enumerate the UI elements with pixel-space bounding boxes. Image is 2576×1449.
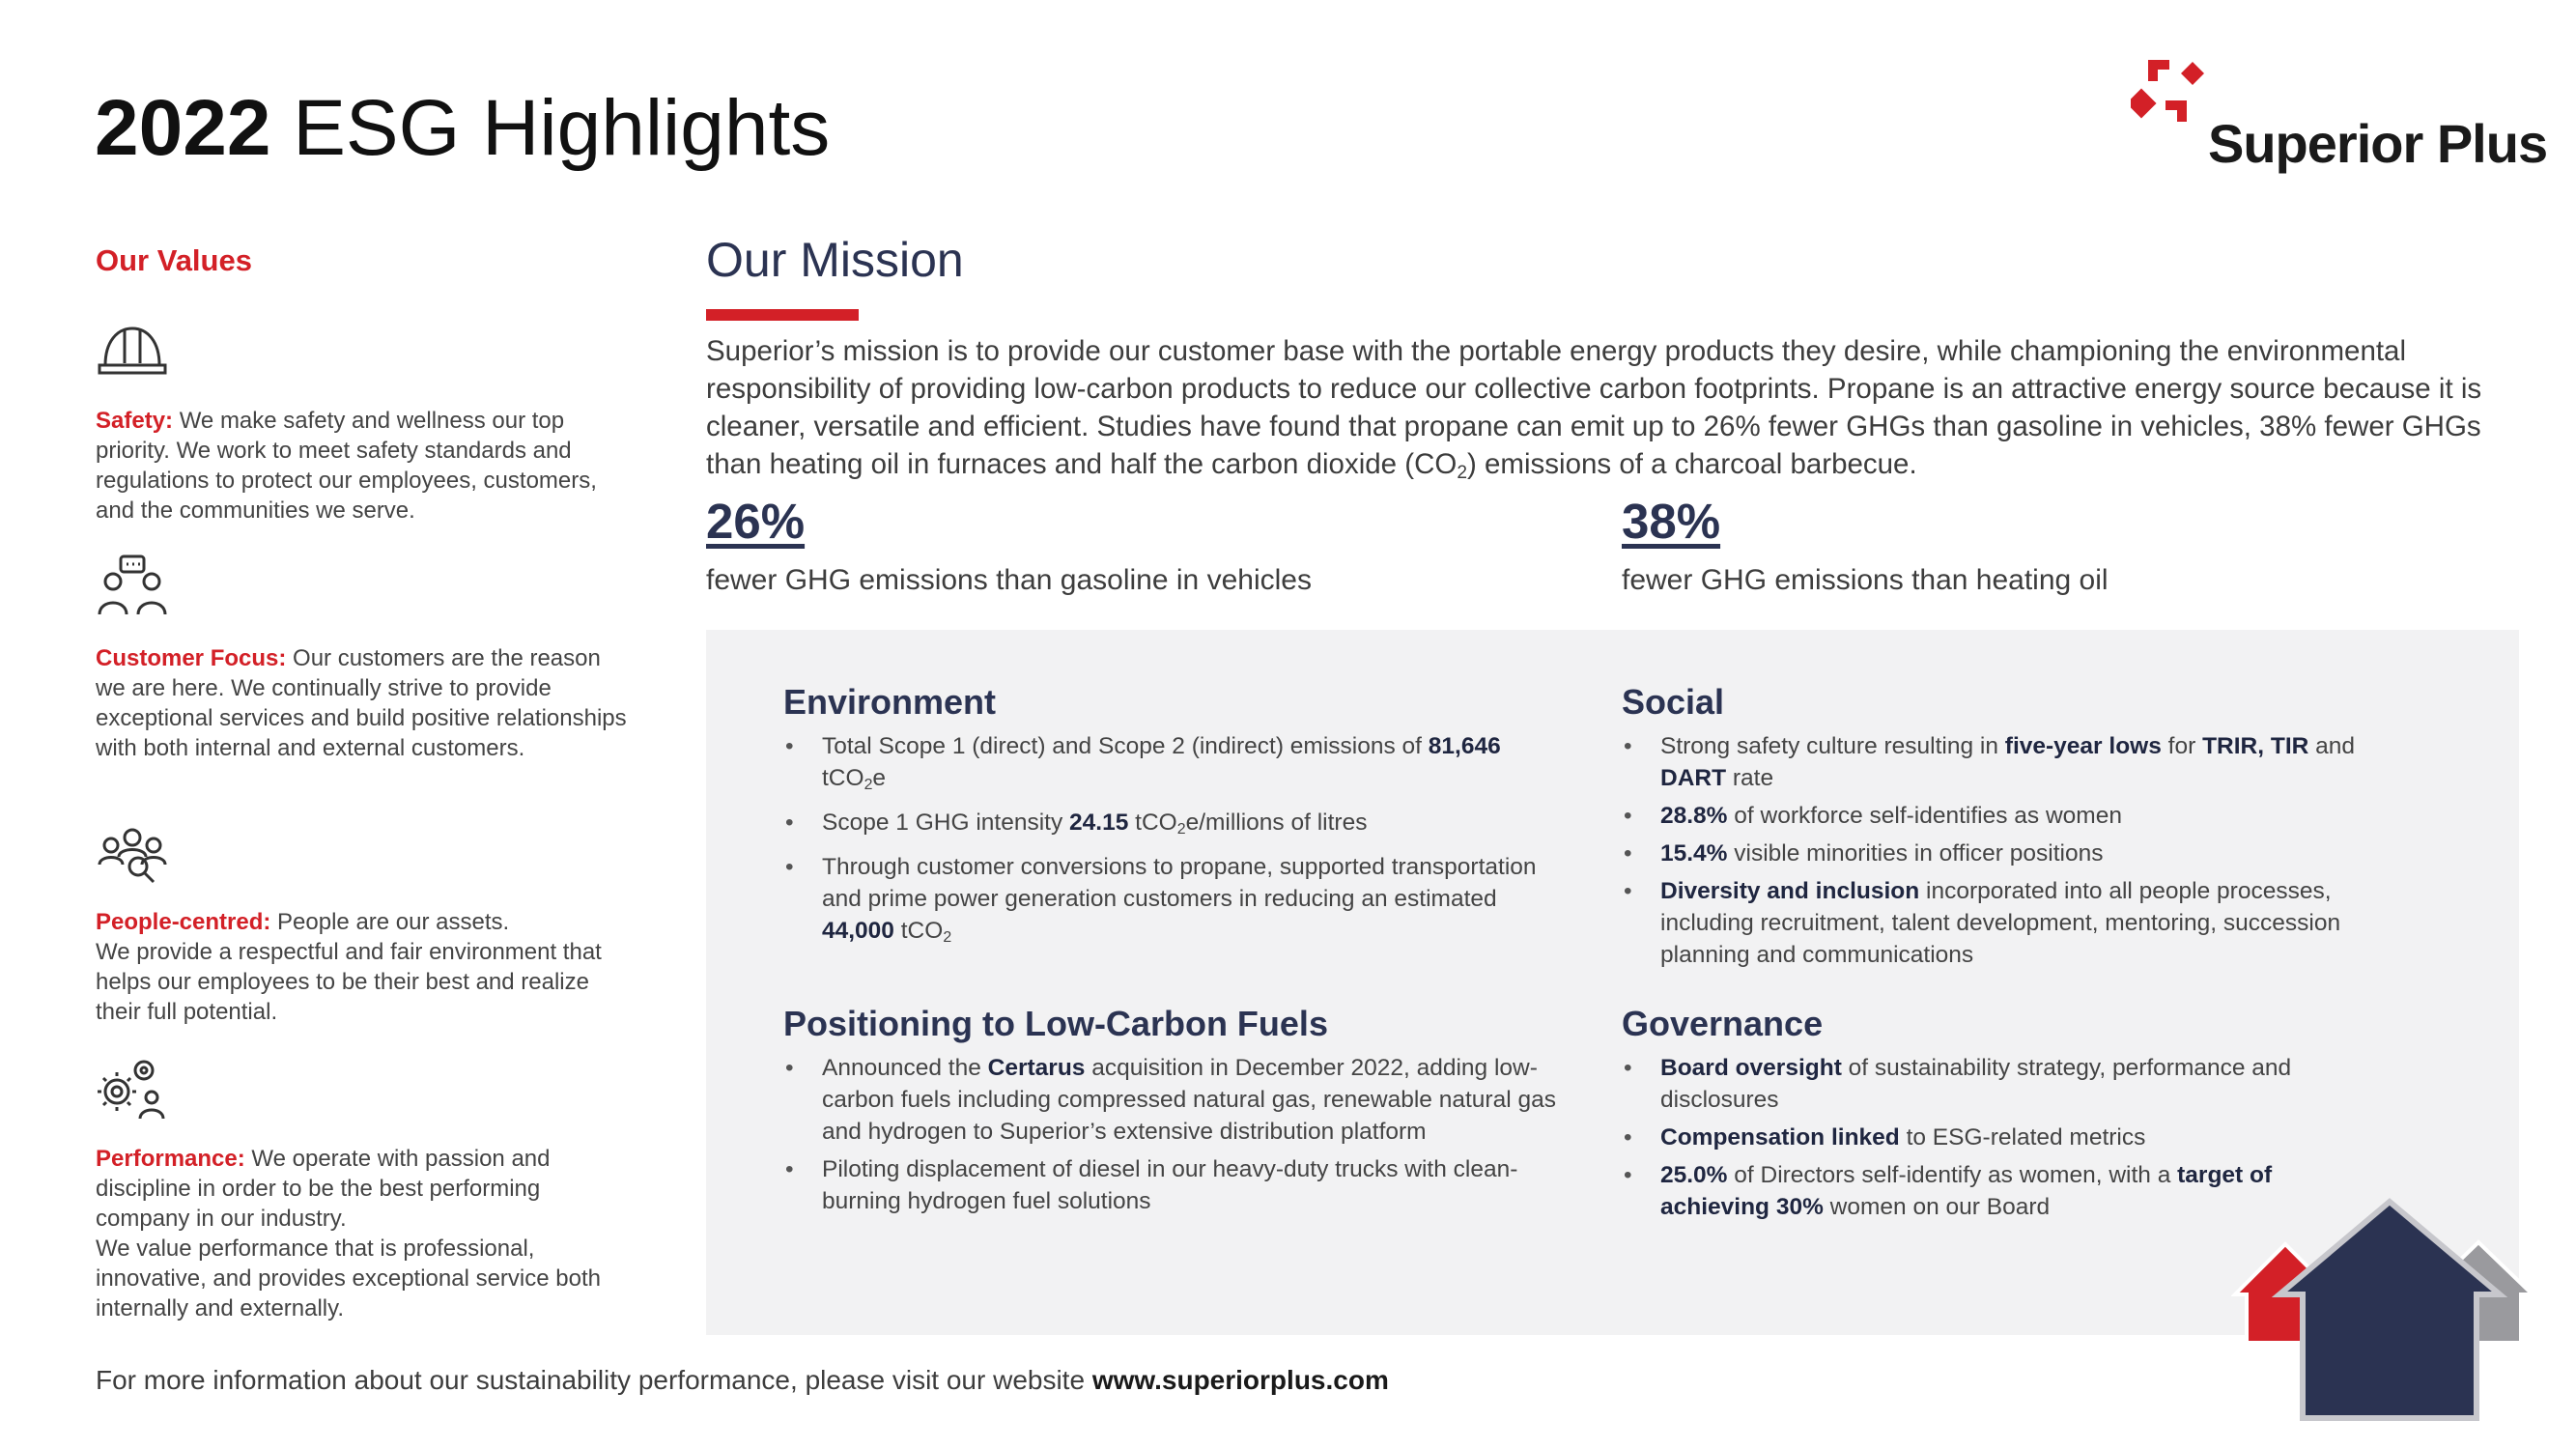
page-title bbox=[95, 84, 831, 172]
stat-value-gasoline: 26% bbox=[706, 494, 806, 549]
list-item: • Compensation linked to ESG-related metrics bbox=[1622, 1122, 2375, 1153]
people-conversation-icon bbox=[96, 553, 169, 620]
value-description: We operate with passion and discipline in order to be the best performing company in our industry. bbox=[96, 1146, 551, 1232]
value-performance bbox=[96, 1053, 637, 1323]
value-safety bbox=[96, 315, 637, 526]
list-item: • Total Scope 1 (direct) and Scope 2 (indirect) emissions of 81,646 tCO$_2$e bbox=[783, 730, 1556, 801]
value-name: Customer Focus: bbox=[96, 645, 287, 671]
list-item: • Board oversight of sustainability strategy, performance and disclosures bbox=[1622, 1052, 2375, 1116]
value-description: People are our assets. bbox=[277, 909, 510, 935]
section-title: Positioning to Low-Carbon Fuels bbox=[783, 1004, 1328, 1043]
hard-hat-icon bbox=[96, 315, 169, 383]
people-magnifier-icon bbox=[96, 816, 169, 884]
bullet-list bbox=[1622, 730, 2375, 971]
section-title: Social bbox=[1622, 682, 1725, 722]
list-item: • Announced the Certarus acquisition in December 2022, adding low-carbon fuels including compressed natural gas, renewable natural gas and hydrogen to Superior’s extensive distribution platform bbox=[783, 1052, 1556, 1148]
values-heading: Our Values bbox=[96, 243, 252, 277]
list-item: • 28.8% of workforce self-identifies as women bbox=[1622, 800, 2375, 832]
value-name: Safety: bbox=[96, 408, 174, 434]
value-name: Performance: bbox=[96, 1146, 245, 1172]
section-title: Environment bbox=[783, 682, 997, 722]
section-title: Governance bbox=[1622, 1004, 1824, 1043]
list-item: • 15.4% visible minorities in officer positions bbox=[1622, 838, 2375, 869]
section-positioning bbox=[783, 1004, 1556, 1223]
value-customer-focus bbox=[96, 553, 637, 763]
mission-statement: Superior’s mission is to provide our customer base with the portable energy products they desire, while championing the environmental responsibility of providing low-carbon products to reduce our collective carbon footprints. Propane is an attractive energy source because it is cleaner, versatile and efficient. Studies have found that propane can emit up to 26% fewer GHGs than gasoline in vehicles, 38% fewer GHGs than heating oil in furnaces and half the carbon dioxide $(CO_2)$ emissions of a charcoal barbecue. bbox=[706, 335, 2482, 483]
list-item: • 25.0% of Directors self-identify as women, with a target of achieving 30% women on our Board bbox=[1622, 1159, 2375, 1223]
value-description: Our customers are the reason we are here. We continually strive to provide exceptional services and build positive relationships with both internal and external customers. bbox=[96, 645, 627, 761]
value-description-2: We provide a respectful and fair environment that helps our employees to be their best and realize their full potential. bbox=[96, 939, 602, 1025]
stat-label-gasoline: fewer GHG emissions than gasoline in vehicles bbox=[706, 564, 1312, 596]
section-social bbox=[1622, 682, 2375, 977]
list-item: • Diversity and inclusion incorporated into all people processes, including recruitment, talent development, mentoring, succession planning and communications bbox=[1622, 875, 2375, 971]
bullet-list bbox=[783, 1052, 1556, 1217]
mission-heading: Our Mission bbox=[706, 233, 964, 287]
list-item: • Through customer conversions to propane, supported transportation and prime power generation customers in reducing an estimated 44,000 tCO$_2$ bbox=[783, 851, 1556, 953]
value-name: People-centred: bbox=[96, 909, 271, 935]
value-description: We make safety and wellness our top priority. We work to meet safety standards and regulations to protect our employees, customers, and the communities we serve. bbox=[96, 408, 597, 524]
title-text: ESG Highlights bbox=[293, 84, 831, 172]
website-link[interactable]: www.superiorplus.com bbox=[1091, 1365, 1389, 1395]
value-people-centred bbox=[96, 816, 637, 1027]
mission-accent-rule bbox=[706, 309, 859, 321]
section-governance bbox=[1622, 1004, 2375, 1229]
houses-graphic bbox=[2231, 1198, 2545, 1425]
title-year: 2022 bbox=[95, 84, 271, 172]
logo-text: Superior Plus bbox=[2208, 113, 2548, 174]
footer-note: For more information about our sustainability performance, please visit our website www.superiorplus.com bbox=[96, 1365, 1389, 1395]
gears-person-icon bbox=[96, 1053, 169, 1121]
bullet-list bbox=[783, 730, 1556, 953]
value-description-2: We value performance that is professional, innovative, and provides exceptional service both internally and externally. bbox=[96, 1236, 601, 1321]
list-item: • Strong safety culture resulting in five-year lows for TRIR, TIR and DART rate bbox=[1622, 730, 2375, 794]
section-environment bbox=[783, 682, 1556, 959]
stat-label-heating-oil: fewer GHG emissions than heating oil bbox=[1622, 564, 2109, 596]
stat-value-heating-oil: 38% bbox=[1622, 494, 1721, 549]
list-item: • Piloting displacement of diesel in our heavy-duty trucks with clean-burning hydrogen fuel solutions bbox=[783, 1153, 1556, 1217]
list-item: • Scope 1 GHG intensity 24.15 tCO$_2$e/millions of litres bbox=[783, 807, 1556, 845]
